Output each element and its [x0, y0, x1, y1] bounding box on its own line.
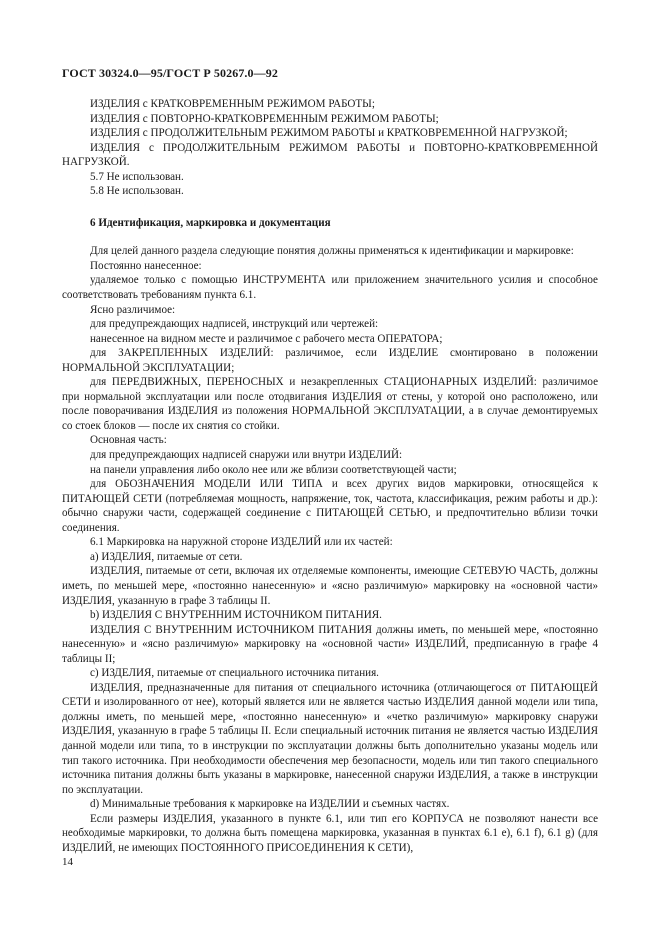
paragraph: c) ИЗДЕЛИЯ, питаемые от специального источника питания.	[90, 667, 379, 680]
paragraph: для предупреждающих надписей снаружи или внутри ИЗДЕЛИЙ:	[90, 449, 403, 462]
intro-line: ИЗДЕЛИЯ с ПРОДОЛЖИТЕЛЬНЫМ РЕЖИМОМ РАБОТЫ и КРАТКОВРЕМЕННОЙ НАГРУЗКОЙ;	[90, 127, 568, 140]
paragraph: ИЗДЕЛИЯ С ВНУТРЕННИМ ИСТОЧНИКОМ ПИТАНИЯ должны иметь, по меньшей мере, «постоянно нанесенную» и «ясно различимую» маркировку на «основной части» ИЗДЕЛИЙ, предписанную в графе 4 таблицы II;	[62, 623, 598, 665]
intro-line: ИЗДЕЛИЯ с ПОВТОРНО-КРАТКОВРЕМЕННЫМ РЕЖИМОМ РАБОТЫ;	[90, 112, 439, 125]
paragraph: нанесенное на видном месте и различимое с рабочего места ОПЕРАТОРА;	[90, 332, 443, 345]
intro-line: ИЗДЕЛИЯ с КРАТКОВРЕМЕННЫМ РЕЖИМОМ РАБОТЫ;	[90, 98, 375, 110]
paragraph: ИЗДЕЛИЯ, предназначенные для питания от специального источника (отличающегося от ПИТАЮЩЕЙ СЕТИ и изолированного от нее), который является или не является частью ИЗДЕЛИЯ данной модели или типа, должны иметь, по меньшей мере, «постоянно нанесенную» и «четко различимую» маркировку снаружи ИЗДЕЛИЯ, указанную в графе 5 таблицы II. Если специальный источник питания не является частью ИЗДЕЛИЯ данной модели или типа, то в инструкции по эксплуатации должны быть дополнительно указаны модель или тип такого источника. При необходимости обеспечения мер безопасности, модель или тип такого специального источника питания должны быть указаны в маркировке, нанесенной снаружи ИЗДЕЛИЯ, а также в инструкции по эксплуатации.	[62, 681, 598, 796]
document-header: ГОСТ 30324.0—95/ГОСТ Р 50267.0—92	[62, 66, 278, 80]
paragraph: для ПЕРЕДВИЖНЫХ, ПЕРЕНОСНЫХ и незакрепленных СТАЦИОНАРНЫХ ИЗДЕЛИЙ: различимое при нормальной эксплуатации или после отодвигания ИЗДЕЛИЯ от стены, у которой оно расположено, или после поворачивания ИЗДЕЛИЯ из положения НОРМАЛЬНОЙ ЭКСПЛУАТАЦИИ, а в случае демонтируемых со стоек блоков — после их снятия со стойки.	[62, 376, 598, 432]
paragraph: Ясно различимое:	[90, 303, 176, 316]
page-number: 14	[62, 856, 73, 868]
paragraph: Основная часть:	[90, 434, 167, 447]
paragraph: на панели управления либо около нее или же вблизи соответствующей части;	[90, 463, 457, 476]
intro-line: 5.8 Не использован.	[90, 185, 184, 198]
paragraph: для ЗАКРЕПЛЕННЫХ ИЗДЕЛИЙ: различимое, если ИЗДЕЛИЕ смонтировано в положении НОРМАЛЬНОЙ ЭКСПЛУАТАЦИИ;	[62, 347, 598, 374]
paragraph: Постоянно нанесенное:	[90, 259, 202, 272]
section-title: 6 Идентификация, маркировка и документация	[90, 216, 331, 229]
paragraph: для ОБОЗНАЧЕНИЯ МОДЕЛИ ИЛИ ТИПА и всех других видов маркировки, относящейся к ПИТАЮЩЕЙ СЕТИ (потребляемая мощность, напряжение, ток, частота, классификация, режим работы и др.): обычно снаружи части, содержащей соединение с ПИТАЮЩЕЙ СЕТЬЮ, и предпочтительно вблизи точки соединения.	[62, 478, 598, 534]
paragraph: для предупреждающих надписей, инструкций или чертежей:	[90, 318, 379, 331]
paragraph: d) Минимальные требования к маркировке на ИЗДЕЛИИ и съемных частях.	[90, 798, 450, 811]
paragraph: Если размеры ИЗДЕЛИЯ, указанного в пункте 6.1, или тип его КОРПУСА не позволяют нанести все необходимые маркировки, то должна быть помещена маркировка, указанная в пунктах 6.1 e), 6.1 f), 6.1 g) (для ИЗДЕЛИЙ, не имеющих ПОСТОЯННОГО ПРИСОЕДИНЕНИЯ К СЕТИ),	[62, 812, 598, 854]
paragraph: Для целей данного раздела следующие понятия должны применяться к идентификации и маркировке:	[90, 245, 574, 258]
paragraph: 6.1 Маркировка на наружной стороне ИЗДЕЛИЙ или их частей:	[90, 536, 393, 549]
document-body	[62, 97, 598, 855]
paragraph: ИЗДЕЛИЯ, питаемые от сети, включая их отделяемые компоненты, имеющие СЕТЕВУЮ ЧАСТЬ, должны иметь, по меньшей мере, «постоянно нанесенную» и «ясно различимую» маркировку на «основной части» ИЗДЕЛИЯ, указанную в графе 3 таблицы II.	[62, 565, 598, 607]
intro-line: ИЗДЕЛИЯ с ПРОДОЛЖИТЕЛЬНЫМ РЕЖИМОМ РАБОТЫ и ПОВТОРНО-КРАТКОВРЕМЕННОЙ НАГРУЗКОЙ.	[62, 141, 598, 169]
paragraph: a) ИЗДЕЛИЯ, питаемые от сети.	[90, 550, 243, 563]
intro-line: 5.7 Не использован.	[90, 170, 184, 183]
paragraph: удаляемое только с помощью ИНСТРУМЕНТА или приложением значительного усилия и способное соответствовать требованиям пункта 6.1.	[62, 274, 598, 302]
paragraph: b) ИЗДЕЛИЯ С ВНУТРЕННИМ ИСТОЧНИКОМ ПИТАНИЯ.	[90, 609, 382, 622]
